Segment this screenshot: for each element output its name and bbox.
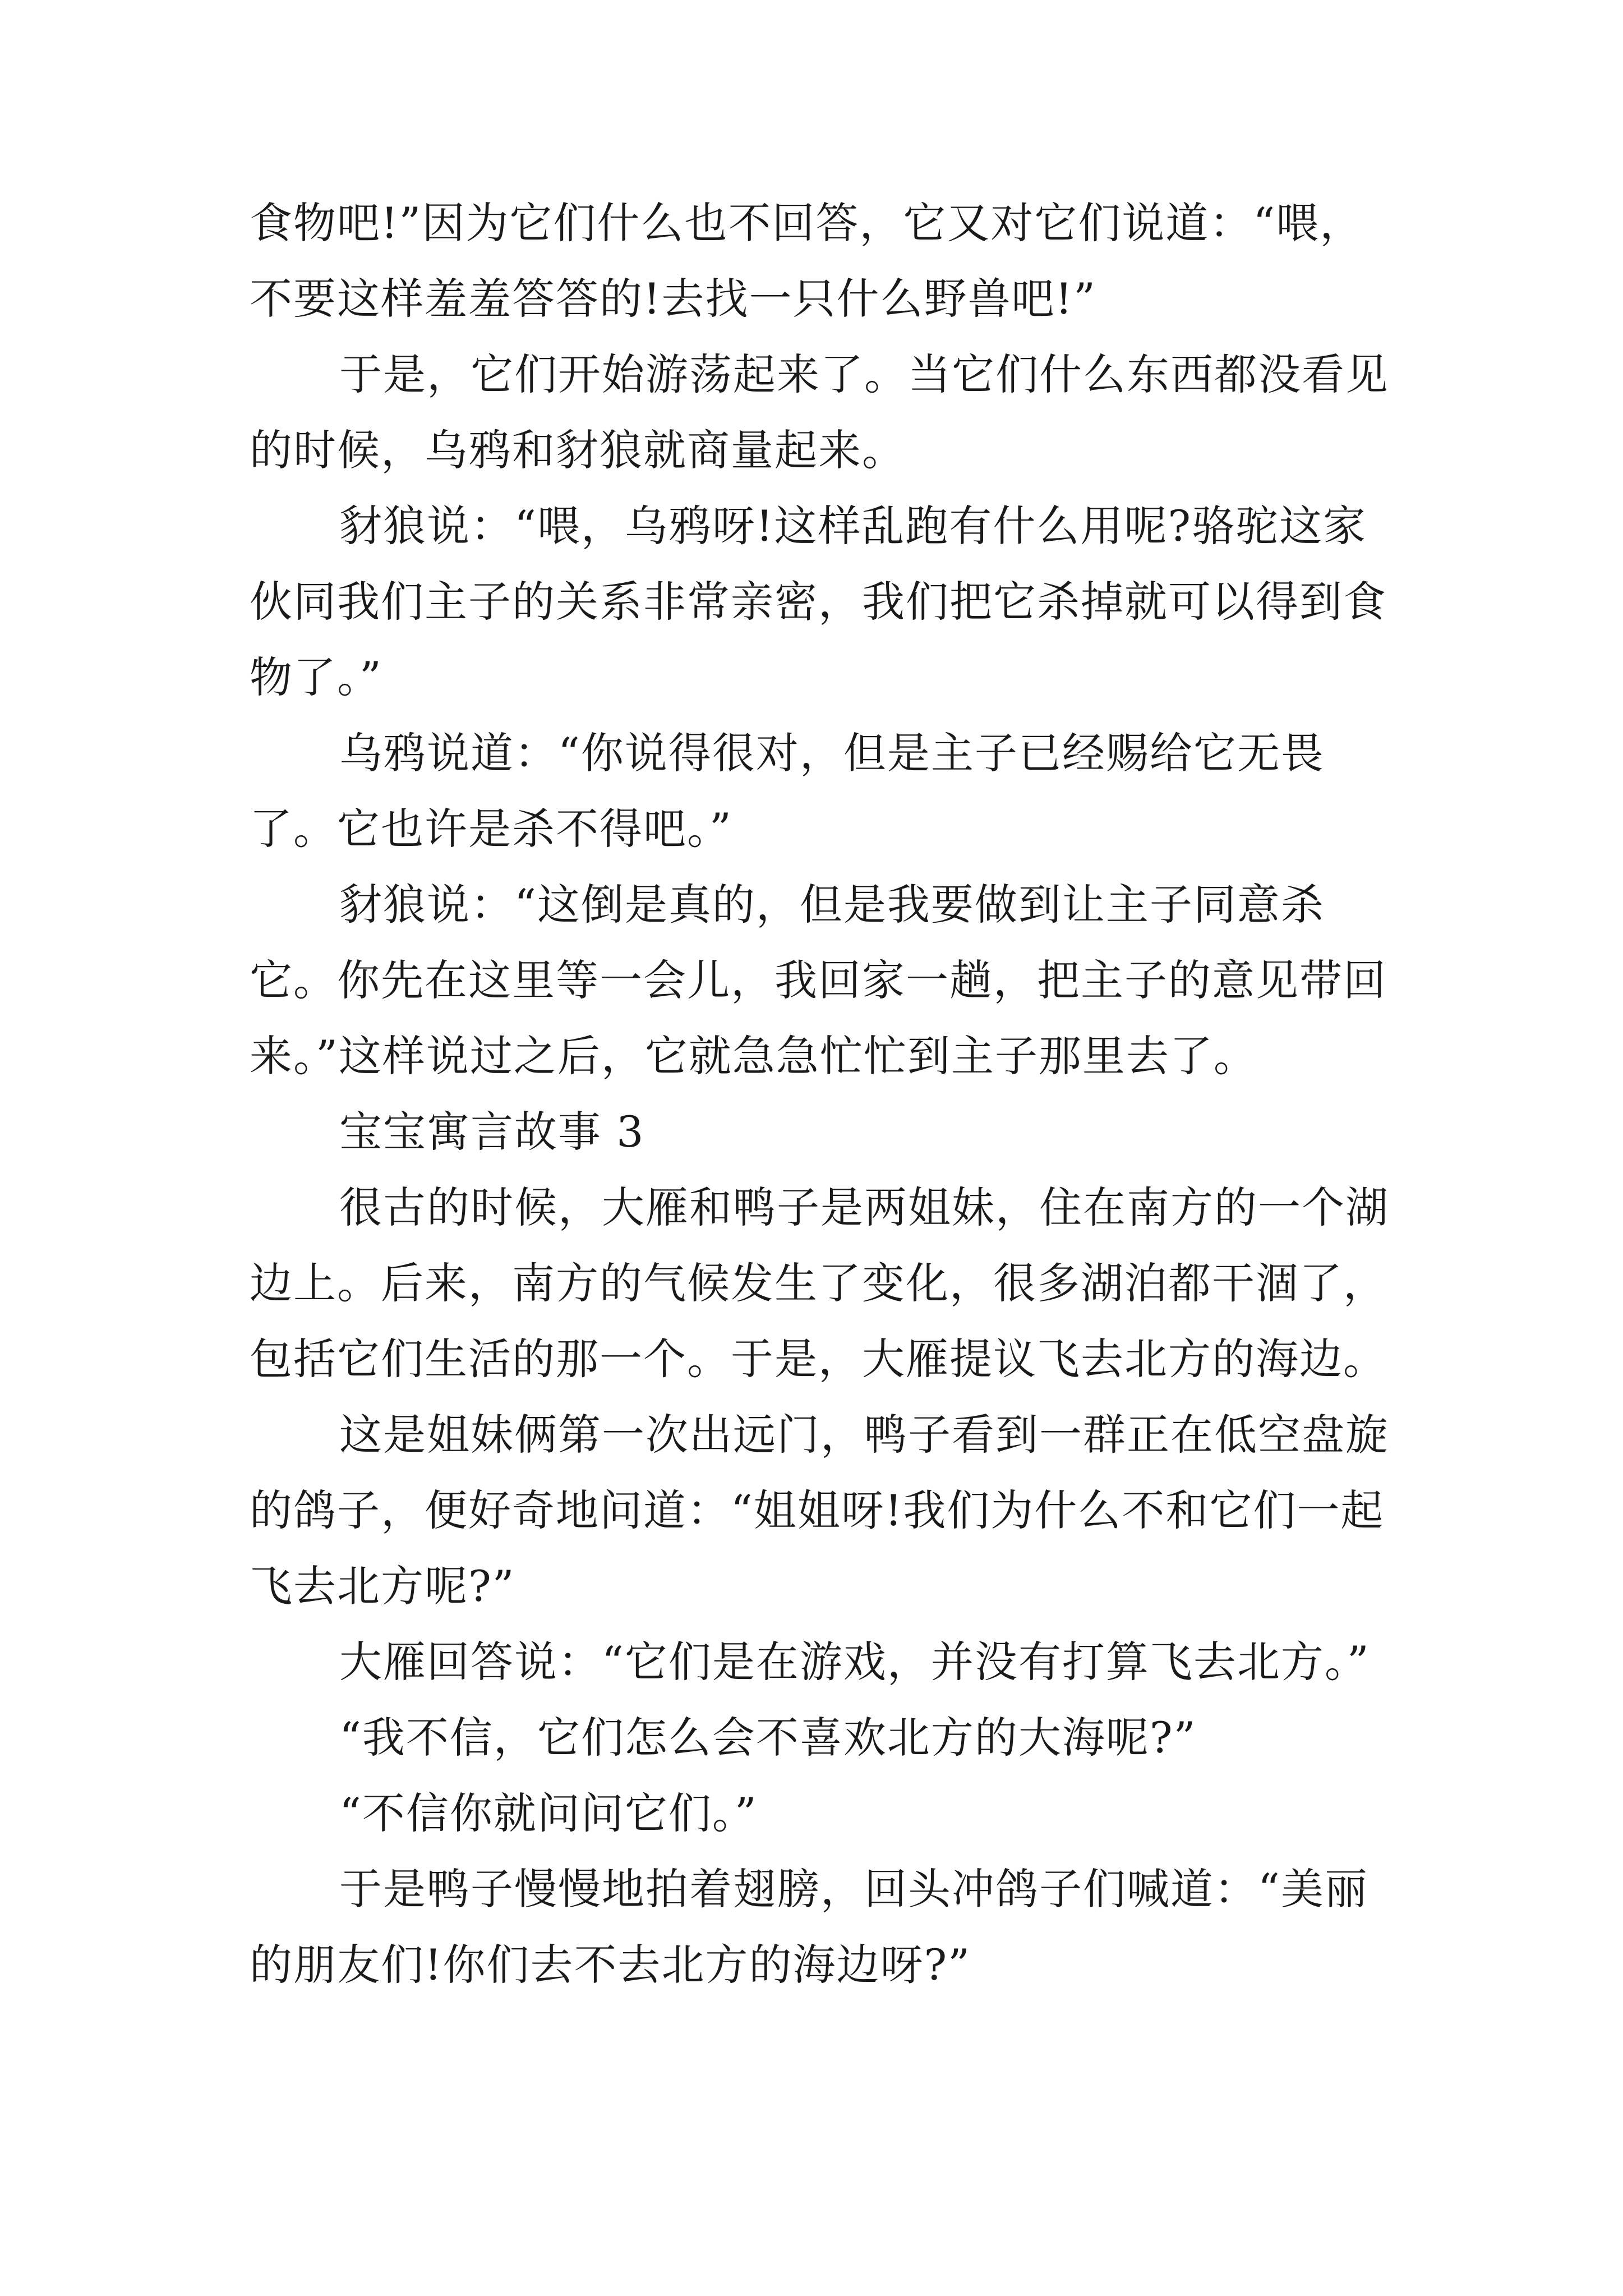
paragraph: 食物吧!”因为它们什么也不回答，它又对它们说道：“喂，不要这样羞羞答答的!去找一只什么野兽吧!” xyxy=(250,198,1364,324)
paragraph: 豺狼说：“喂，乌鸦呀!这样乱跑有什么用呢?骆驼这家伙同我们主子的关系非常亲密，我们把它杀掉就可以得到食物了。” xyxy=(250,501,1387,702)
document-body xyxy=(250,185,1394,2003)
paragraph: 于是，它们开始游荡起来了。当它们什么东西都没看见的时候，乌鸦和豺狼就商量起来。 xyxy=(250,349,1389,475)
paragraph: 乌鸦说道：“你说得很对，但是主子已经赐给它无畏了。它也许是杀不得吧。” xyxy=(250,728,1325,854)
paragraph: 于是鸭子慢慢地拍着翅膀，回头冲鸽子们喊道：“美丽的朋友们!你们去不去北方的海边呀?” xyxy=(250,1864,1368,1990)
paragraph: 豺狼说：“这倒是真的，但是我要做到让主子同意杀它。你先在这里等一会儿，我回家一趟，把主子的意见带回来。”这样说过之后，它就急急忙忙到主子那里去了。 xyxy=(250,880,1387,1081)
paragraph: 这是姐妹俩第一次出远门，鸭子看到一群正在低空盘旋的鸽子，便好奇地问道：“姐姐呀!我们为什么不和它们一起飞去北方呢?” xyxy=(250,1410,1389,1611)
section-heading: 宝宝寓言故事 3 xyxy=(339,1107,645,1157)
paragraph: “我不信，它们怎么会不喜欢北方的大海呢?” xyxy=(339,1713,1197,1763)
paragraph: “不信你就问问它们。” xyxy=(339,1788,758,1838)
paragraph: 大雁回答说：“它们是在游戏，并没有打算飞去北方。” xyxy=(339,1637,1370,1687)
paragraph: 很古的时候，大雁和鸭子是两姐妹，住在南方的一个湖边上。后来，南方的气候发生了变化，很多湖泊都干涸了，包括它们生活的那一个。于是，大雁提议飞去北方的海边。 xyxy=(250,1182,1389,1384)
